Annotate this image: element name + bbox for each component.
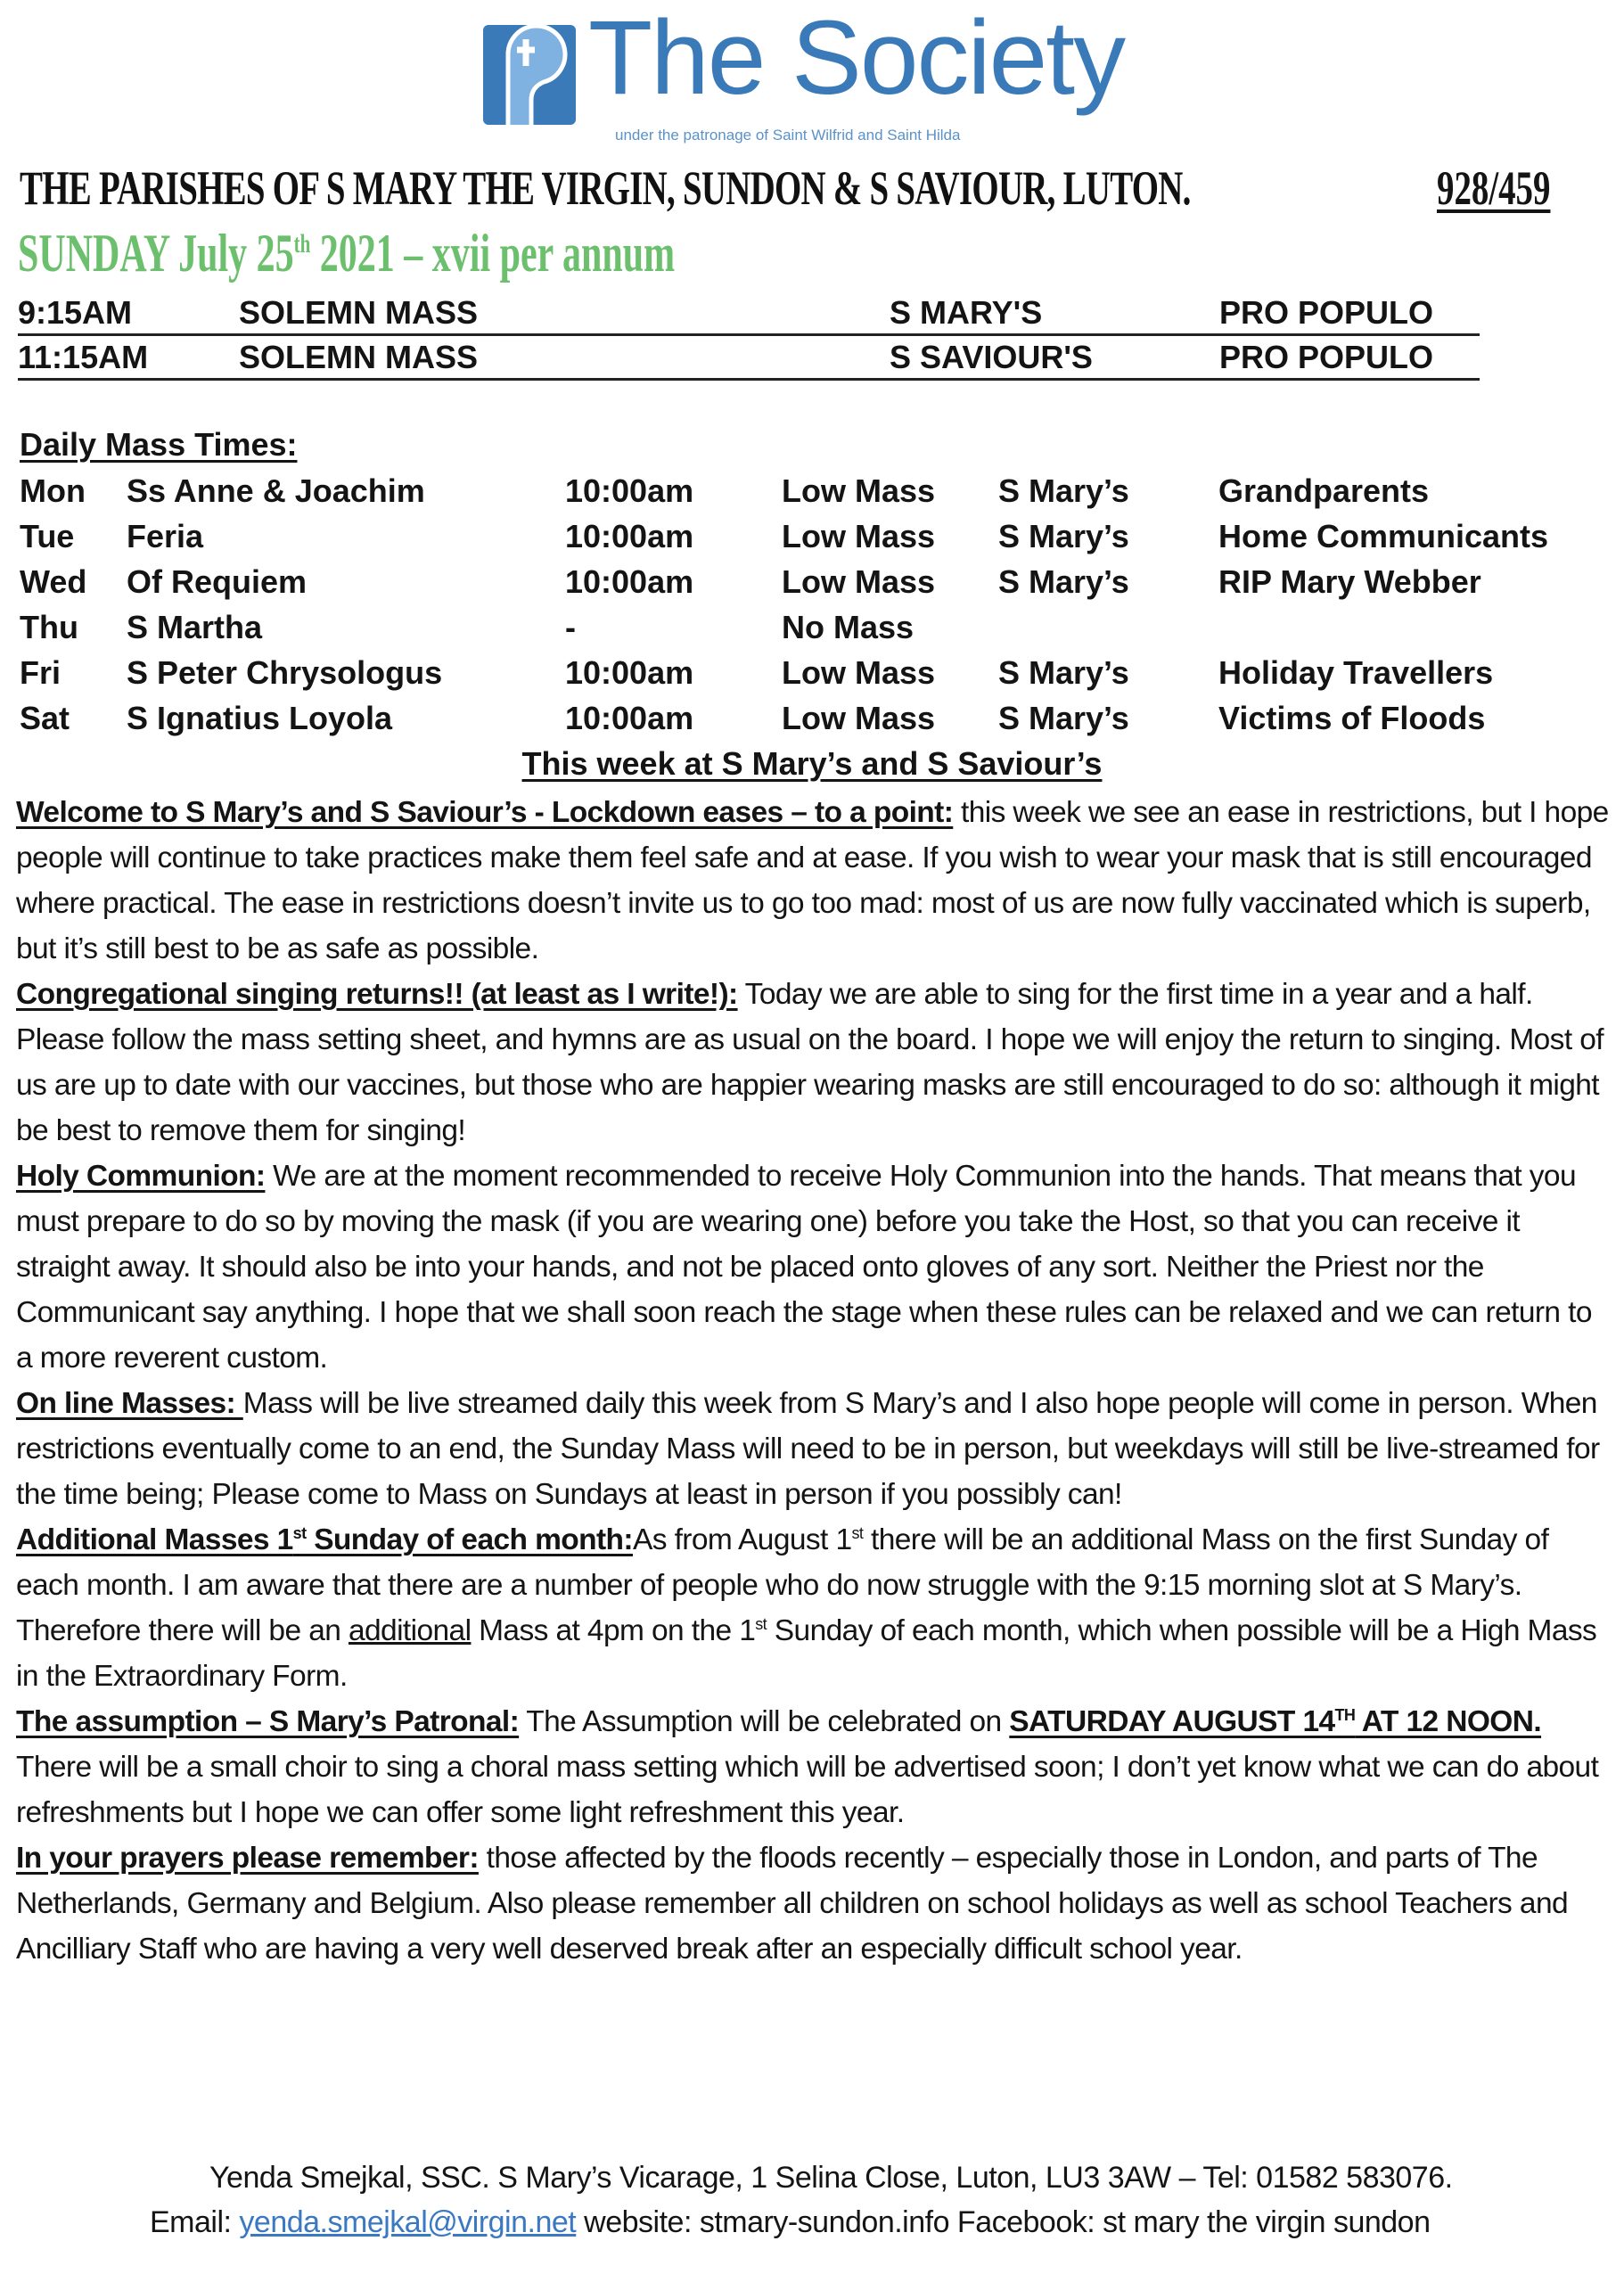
day: Thu [20,609,78,645]
heading-part: Additional Masses 1 [16,1523,293,1556]
notice-online [16,1381,1612,1517]
notice-heading: Holy Communion: [16,1160,266,1193]
notice-heading: The assumption – S Mary’s Patronal: [16,1705,520,1738]
website-facebook: website: stmary-sundon.info Facebook: st mary the virgin sundon [576,2205,1431,2239]
notice-body: this week we see an ease in restrictions, but I hope people will continue to take practices make them feel safe and at ease. If you wish to wear your mask that is still encouraged where practical. The ease in restrictions doesn’t invite us to go too mad: most of us are now fully vaccinated which is superb, but it’s still best to be as safe as possible. [16,796,1609,965]
notice-body: Mass will be live streamed daily this week from S Mary’s and I also hope people will come in person. When restrictions eventually come to an end, the Sunday Mass will need to be in person, but weekdays will still be live-streamed for the time being; Please come to Mass on Sundays at least in person if you possibly can! [16,1387,1600,1511]
notice-welcome [16,790,1612,972]
ordinal: st [755,1614,767,1633]
notice-communion [16,1153,1612,1381]
day: Wed [20,563,87,600]
time: 10:00am [565,654,694,691]
email-link[interactable]: yenda.smejkal@virgin.net [239,2205,577,2239]
week-heading-text: This week at S Mary’s and S Saviour’s [521,745,1103,782]
notice-body: There will be a small choir to sing a choral mass setting which will be advertised soon; I don’t yet know what we can do about refreshments but I hope we can offer some light refreshment this year. [16,1751,1599,1829]
daily-mass-heading: Daily Mass Times: [20,426,298,463]
sunday-mass-row [18,294,1480,336]
notice-body: Mass at 4pm on the 1 [471,1614,756,1647]
intention: Grandparents [1218,472,1430,509]
issue-number: 928/459 [1437,161,1551,215]
sunday-mass-row [18,339,1480,381]
ordinal: st [851,1523,864,1542]
saint: Ss Anne & Joachim [127,472,425,509]
footer-address: Yenda Smejkal, SSC. S Mary’s Vicarage, 1 Selina Close, Luton, LU3 3AW – Tel: 01582 583076. [209,2161,1453,2195]
church: S Mary’s [998,654,1129,691]
notice-body: those affected by the floods recently – especially those in London, and parts of The Netherlands, Germany and Belgium. Also please remember all children on school holidays as well as school Teachers and Ancilliary Staff who are having a very well deserved break after an especially difficult school year. [16,1842,1569,1966]
mass-type: SOLEMN MASS [239,294,479,331]
day: Fri [20,654,62,691]
day: Sat [20,700,70,736]
time: 10:00am [565,700,694,736]
notice-body: As from August 1 [632,1523,852,1556]
saint: Feria [127,518,204,554]
time: 10:00am [565,563,694,600]
intention: Holiday Travellers [1218,654,1494,691]
email-label: Email: [150,2205,240,2239]
event-date [1009,1705,1541,1738]
sunday-prefix: SUNDAY July 25 [18,224,294,283]
society-logo [481,0,1159,144]
notice-heading: Congregational singing returns!! (at least as I write!): [16,978,738,1011]
sunday-heading [18,223,675,284]
notice-body: The Assumption will be celebrated on [519,1705,1010,1738]
mass-type: Low Mass [782,518,936,554]
church: S Mary’s [998,472,1129,509]
mass-church: S MARY'S [890,294,1043,331]
mass-type: Low Mass [782,654,936,691]
notice-heading: On line Masses: [16,1387,243,1420]
daily-row-sat [20,700,1615,744]
footer-contact [150,2205,1430,2240]
cross-crozier-icon [481,20,579,127]
emphasis: additional [348,1614,472,1647]
notice-heading: In your prayers please remember: [16,1842,479,1875]
ordinal: st [292,1523,307,1542]
daily-row-mon [20,472,1615,517]
saint: S Martha [127,609,263,645]
mass-type: Low Mass [782,563,936,600]
sunday-suffix: 2021 – xvii per annum [310,224,676,283]
time: 10:00am [565,518,694,554]
church: S Mary’s [998,563,1129,600]
ordinal: TH [1334,1705,1356,1724]
time: - [565,609,576,645]
day: Tue [20,518,75,554]
intention: Home Communicants [1218,518,1549,554]
mass-intention: PRO POPULO [1219,339,1434,375]
notice-body: Today we are able to sing for the first time in a year and a half. Please follow the mass setting sheet, and hymns are as usual on the board. I hope we will enjoy the return to singing. Most of us are up to date with our vaccines, but those who are happier wearing masks are still encouraged to do so: although it might be best to remove them for singing! [16,978,1603,1147]
notices [16,790,1612,1972]
parish-title: THE PARISHES OF S MARY THE VIRGIN, SUNDON & S SAVIOUR, LUTON. [20,161,1191,215]
date-part: SATURDAY AUGUST 14 [1009,1705,1335,1738]
time: 10:00am [565,472,694,509]
notice-heading [16,1523,633,1556]
daily-row-wed [20,563,1615,608]
day: Mon [20,472,86,509]
saint: S Ignatius Loyola [127,700,393,736]
mass-intention: PRO POPULO [1219,294,1434,331]
saint: S Peter Chrysologus [127,654,443,691]
notice-prayers [16,1835,1612,1972]
logo-title: The Society [588,0,1125,117]
mass-time: 9:15AM [18,294,133,331]
church: S Mary’s [998,518,1129,554]
logo-subtitle: under the patronage of Saint Wilfrid and Saint Hilda [615,127,961,144]
mass-church: S SAVIOUR'S [890,339,1093,375]
intention: RIP Mary Webber [1218,563,1481,600]
saint: Of Requiem [127,563,308,600]
heading-part: Sunday of each month: [306,1523,633,1556]
mass-type: No Mass [782,609,915,645]
notice-body: there will be an additional Mass on the first Sunday of each month. I am aware that there are a number of people who do now struggle with the 9:15 morning slot at S Mary’s. Therefore there will be an [16,1523,1549,1647]
mass-time: 11:15AM [18,339,149,375]
mass-type: Low Mass [782,472,936,509]
intention: Victims of Floods [1218,700,1486,736]
notice-additional [16,1517,1612,1699]
week-heading [0,745,1624,783]
notice-assumption [16,1699,1612,1835]
mass-type: SOLEMN MASS [239,339,479,375]
church: S Mary’s [998,700,1129,736]
notice-body: We are at the moment recommended to receive Holy Communion into the hands. That means that you must prepare to do so by moving the mask (if you are wearing one) before you take the Host, so that you can receive it straight away. It should also be into your hands, and not be placed onto gloves of any sort. Neither the Priest nor the Communicant say anything. I hope that we shall soon reach the stage when these rules can be relaxed and we can return to a more reverent custom. [16,1160,1592,1375]
notice-singing [16,972,1612,1153]
sunday-ordinal: th [293,229,311,259]
mass-type: Low Mass [782,700,936,736]
daily-row-tue [20,518,1615,562]
notice-body: Sunday of each month, which when possible will be a High Mass in the Extraordinary Form. [16,1614,1597,1693]
daily-row-thu [20,609,1615,653]
daily-row-fri [20,654,1615,699]
date-part: AT 12 NOON. [1355,1705,1542,1738]
notice-heading: Welcome to S Mary’s and S Saviour’s - Lockdown eases – to a point: [16,796,954,829]
